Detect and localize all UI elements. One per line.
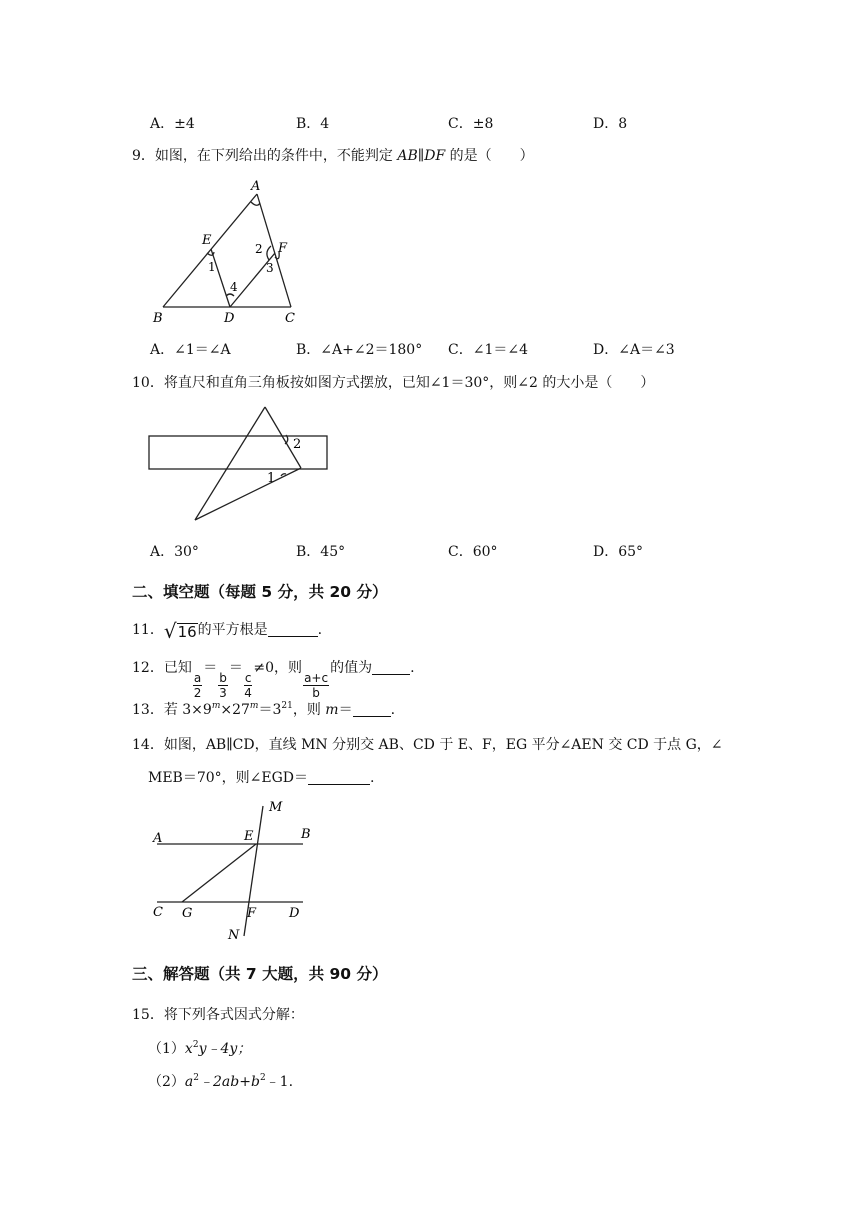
section-3-title: 三、解答题（共 7 大题，共 90 分）: [132, 965, 388, 983]
q10-option-c: C．60°: [448, 544, 498, 560]
q13-var: m: [325, 702, 339, 718]
q12-frac-a2-num: a: [193, 671, 202, 685]
q15-part1-label: （1）: [148, 1041, 185, 1057]
q14-line2-end: .: [370, 770, 375, 786]
q14-label-b: B: [301, 827, 311, 842]
q12-frac-c4-den: 4: [244, 686, 252, 700]
q11-end: .: [317, 622, 323, 638]
q14-figure: [145, 796, 315, 946]
q12-frac-a2: [193, 671, 202, 700]
q15-part2-label: （2）: [148, 1074, 185, 1090]
q10-angle-2: 2: [293, 437, 302, 452]
q9-ab: AB: [397, 148, 418, 164]
q14-label-e: E: [244, 829, 254, 844]
q13-number: 13．: [132, 702, 164, 718]
q12: [132, 657, 415, 700]
q12-number: 12．: [132, 660, 164, 676]
q11-sqrt: √ 16: [163, 619, 197, 643]
q9-label-c: C: [285, 311, 295, 326]
q12-post: 的值为: [330, 660, 373, 676]
q14-label-a: A: [153, 831, 163, 846]
q15-part1: [148, 1038, 251, 1058]
q14-label-f: F: [247, 906, 257, 921]
q12-frac-b3-den: 3: [219, 686, 227, 700]
q13-exp3: 21: [281, 701, 293, 711]
q9-stem-text: 如图，在下列给出的条件中，不能判定: [154, 148, 398, 164]
q12-frac-b3-num: b: [219, 671, 227, 685]
q9-figure: [145, 172, 315, 332]
q12-pre: 已知: [163, 660, 192, 676]
q15-part2-mid: ﹣2ab+b: [199, 1074, 260, 1090]
q9-angle-1: 1: [208, 260, 216, 274]
q10-option-d: D．65°: [593, 544, 644, 560]
q9-label-e: E: [202, 233, 212, 248]
q13-mid: ×27: [220, 702, 250, 718]
q9-stem-end: 的是（ ）: [445, 148, 534, 164]
q14-label-c: C: [153, 905, 163, 920]
q9-option-d: D．∠A＝∠3: [593, 342, 675, 358]
q15-part2-end: ﹣1.: [265, 1074, 294, 1090]
q13-post: ，则: [292, 702, 326, 718]
q9-parallel: ∥: [417, 148, 425, 164]
q15-part1-rest: y﹣4y；: [198, 1041, 252, 1057]
q15-part2-a: a: [184, 1074, 194, 1090]
q9-option-b: B．∠A+∠2＝180°: [296, 342, 423, 358]
q10-option-b: B．45°: [296, 544, 346, 560]
q10-stem: 10．将直尺和直角三角板按如图方式摆放，已知∠1＝30°，则∠2 的大小是（ ）: [132, 375, 655, 391]
q8-option-b: B．4: [296, 116, 330, 132]
q9-angle-3: 3: [266, 261, 274, 275]
q15-part1-exp: 2: [192, 1040, 199, 1050]
q9-option-a: A．∠1＝∠A: [150, 342, 231, 358]
q12-frac-a2-den: 2: [193, 686, 202, 700]
q9-label-f: F: [278, 241, 288, 256]
section-2-title: 二、填空题（每题 5 分，共 20 分）: [132, 583, 388, 601]
q8-option-d: D．8: [593, 116, 628, 132]
q12-answer-blank[interactable]: [372, 660, 410, 675]
q13-pre: 若 3×9: [163, 702, 212, 718]
q9-label-d: D: [224, 311, 235, 326]
q10-option-a: A．30°: [150, 544, 199, 560]
q14-label-m: M: [269, 800, 283, 815]
q9-label-b: B: [153, 311, 163, 326]
q14-label-n: N: [228, 928, 240, 943]
q12-frac-acb: [303, 671, 329, 700]
q12-frac-acb-num: a+c: [304, 671, 329, 685]
q15-part2-exp1: 2: [193, 1073, 200, 1083]
q8-option-a: A．±4: [150, 116, 195, 132]
q12-frac-acb-den: b: [312, 686, 320, 700]
q13-answer-blank[interactable]: [353, 702, 391, 717]
q13-eq2: ＝: [338, 702, 353, 718]
q15-part2-exp2: 2: [259, 1073, 266, 1083]
q9-option-c: C．∠1＝∠4: [448, 342, 528, 358]
q15-stem: 15．将下列各式因式分解：: [132, 1007, 304, 1023]
q12-frac-c4-num: c: [244, 671, 252, 685]
q12-frac-b3: [218, 671, 228, 700]
q15-part2: [148, 1071, 293, 1091]
q9-stem: [132, 145, 534, 165]
q13-eq: ＝3: [258, 702, 282, 718]
q11: [132, 619, 322, 641]
q12-end: .: [410, 660, 415, 676]
q11-answer-blank[interactable]: [268, 622, 318, 637]
q8-option-c: C．±8: [448, 116, 494, 132]
q10-angle-1: 1: [267, 471, 276, 486]
q14-line2: [148, 767, 374, 787]
q11-radicand: 16: [177, 623, 197, 641]
q12-eq1: ＝: [203, 660, 218, 676]
q14-line2-text: MEB＝70°，则∠EGD＝: [148, 770, 309, 786]
q9-df: DF: [424, 148, 446, 164]
q9-angle-4: 4: [230, 280, 238, 294]
q9-angle-2: 2: [255, 242, 263, 256]
q13-exp2: m: [249, 701, 259, 711]
q14-label-g: G: [182, 906, 193, 921]
q12-frac-c4: [244, 671, 253, 700]
q12-eq2: ＝: [228, 660, 243, 676]
q10-figure: [145, 400, 335, 525]
q13-end: .: [390, 702, 396, 718]
q11-text: 的平方根是: [197, 622, 268, 638]
q14-label-d: D: [289, 906, 300, 921]
q14-line1: 14．如图，AB∥CD，直线 MN 分别交 AB、CD 于 E、F，EG 平分∠AEN 交 CD 于点 G，∠: [132, 737, 723, 753]
q13: [132, 699, 395, 719]
q11-number: 11．: [132, 622, 164, 638]
q13-exp1: m: [211, 701, 221, 711]
q9-number: 9．: [132, 148, 155, 164]
q12-neq: ≠0，则: [253, 660, 303, 676]
q9-label-a: A: [251, 179, 261, 194]
q14-answer-blank[interactable]: [308, 770, 370, 785]
q15-part1-x: x: [184, 1041, 193, 1057]
